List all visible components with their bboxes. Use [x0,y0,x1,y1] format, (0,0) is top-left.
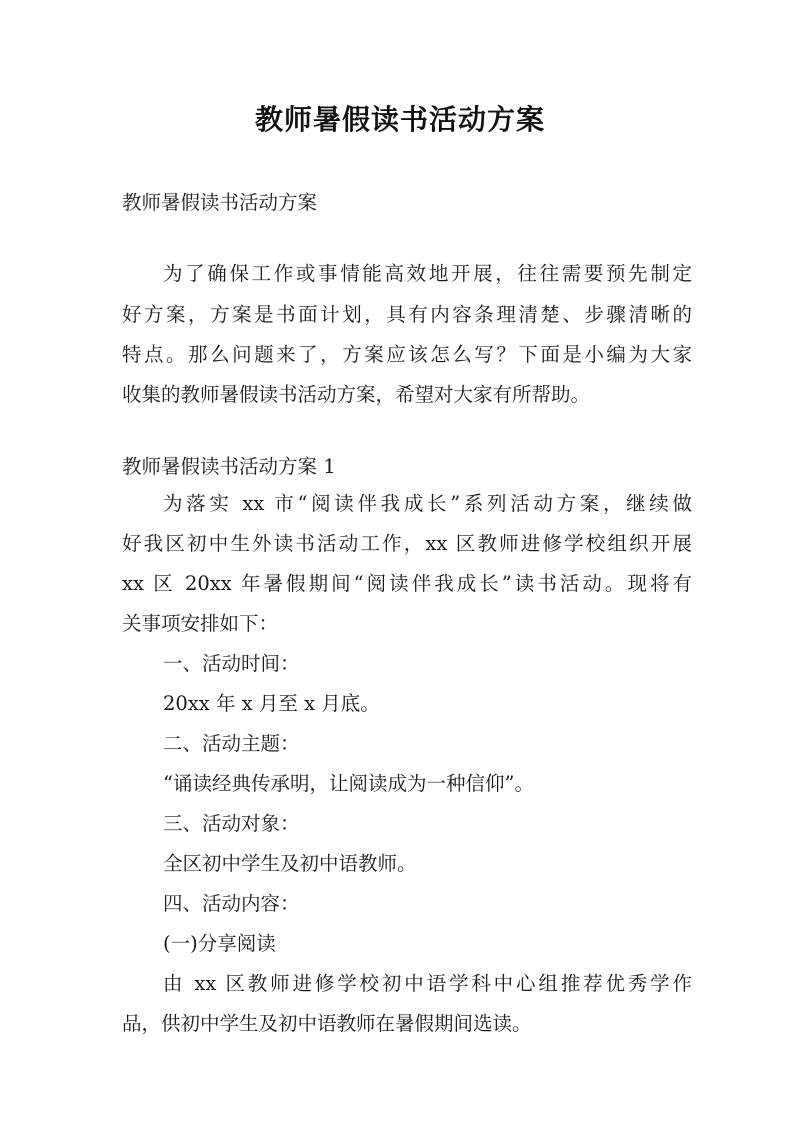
sub1-heading: (一)分享阅读 [163,932,276,955]
target-heading: 三、活动对象： [163,812,300,835]
sub1-line-2: 品，供初中学生及初中语教师在暑假期间选读。 [122,1012,532,1035]
section1-heading: 教师暑假读书活动方案 1 [122,455,336,478]
intro-line-3: 特点。那么问题来了，方案应该怎么写？下面是小编为大家 [122,343,692,366]
section1-para-line-4: 关事项安排如下： [122,612,279,635]
intro-line-2: 好方案，方案是书面计划，具有内容条理清楚、步骤清晰的 [122,303,692,326]
intro-line-1: 为了确保工作或事情能高效地开展，往往需要预先制定 [163,262,692,285]
time-heading: 一、活动时间： [163,652,300,675]
sub1-line-1: 由 xx 区教师进修学校初中语学科中心组推荐优秀学作 [163,972,692,995]
theme-heading: 二、活动主题： [163,732,300,755]
target-value: 全区初中学生及初中语教师。 [163,852,417,875]
content-heading: 四、活动内容： [163,892,300,915]
section1-para-line-2: 好我区初中生外读书活动工作，xx 区教师进修学校组织开展 [122,532,692,555]
section1-para-line-1: 为落实 xx 市“阅读伴我成长”系列活动方案，继续做 [163,492,692,515]
document-title: 教师暑假读书活动方案 [254,103,545,136]
intro-line-4: 收集的教师暑假读书活动方案，希望对大家有所帮助。 [122,383,591,406]
section1-para-line-3: xx 区 20xx 年暑假期间“阅读伴我成长”读书活动。现将有 [122,572,692,595]
theme-value: “诵读经典传承明，让阅读成为一种信仰”。 [163,772,534,795]
document-subtitle: 教师暑假读书活动方案 [122,191,318,214]
time-value: 20xx 年 x 月至 x 月底。 [163,692,380,715]
